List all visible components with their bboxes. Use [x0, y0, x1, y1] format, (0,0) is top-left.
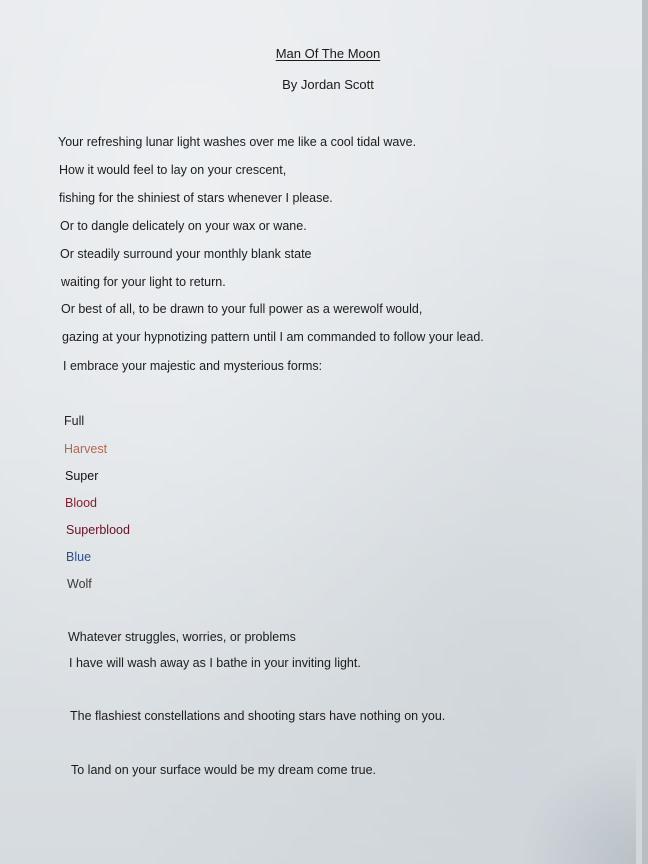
page-shading	[516, 744, 636, 864]
moon-item-super: Super	[65, 469, 99, 483]
moon-item-superblood: Superblood	[66, 523, 130, 537]
poem-line: gazing at your hypnotizing pattern until I am commanded to follow your lead.	[62, 330, 484, 344]
moon-item-blood: Blood	[65, 496, 97, 510]
poem-line: waiting for your light to return.	[61, 275, 226, 289]
poem-line: fishing for the shiniest of stars whenever I please.	[59, 191, 333, 205]
moon-item-full: Full	[64, 414, 85, 428]
poem-title: Man Of The Moon	[275, 46, 381, 61]
poem-line: I have will wash away as I bathe in your inviting light.	[69, 656, 361, 670]
moon-item-harvest: Harvest	[64, 442, 108, 456]
poem-line: Or best of all, to be drawn to your full power as a werewolf would,	[61, 302, 423, 316]
moon-item-blue: Blue	[66, 550, 92, 564]
stanza-3: The flashiest constellations and shooting stars have nothing on you.	[70, 709, 446, 723]
poem-line: Or to dangle delicately on your wax or wane.	[60, 219, 307, 233]
poem-line: Your refreshing lunar light washes over me like a cool tidal wave.	[58, 135, 417, 149]
poem-line: Whatever struggles, worries, or problems	[68, 630, 296, 644]
stanza-4: To land on your surface would be my dream come true.	[71, 763, 377, 777]
poem-line: Or steadily surround your monthly blank state	[60, 247, 312, 261]
poem-author: By Jordan Scott	[282, 77, 374, 92]
moon-item-wolf: Wolf	[67, 577, 92, 591]
poem-line: How it would feel to lay on your crescent,	[59, 163, 287, 177]
poem-line: I embrace your majestic and mysterious forms:	[63, 359, 323, 373]
